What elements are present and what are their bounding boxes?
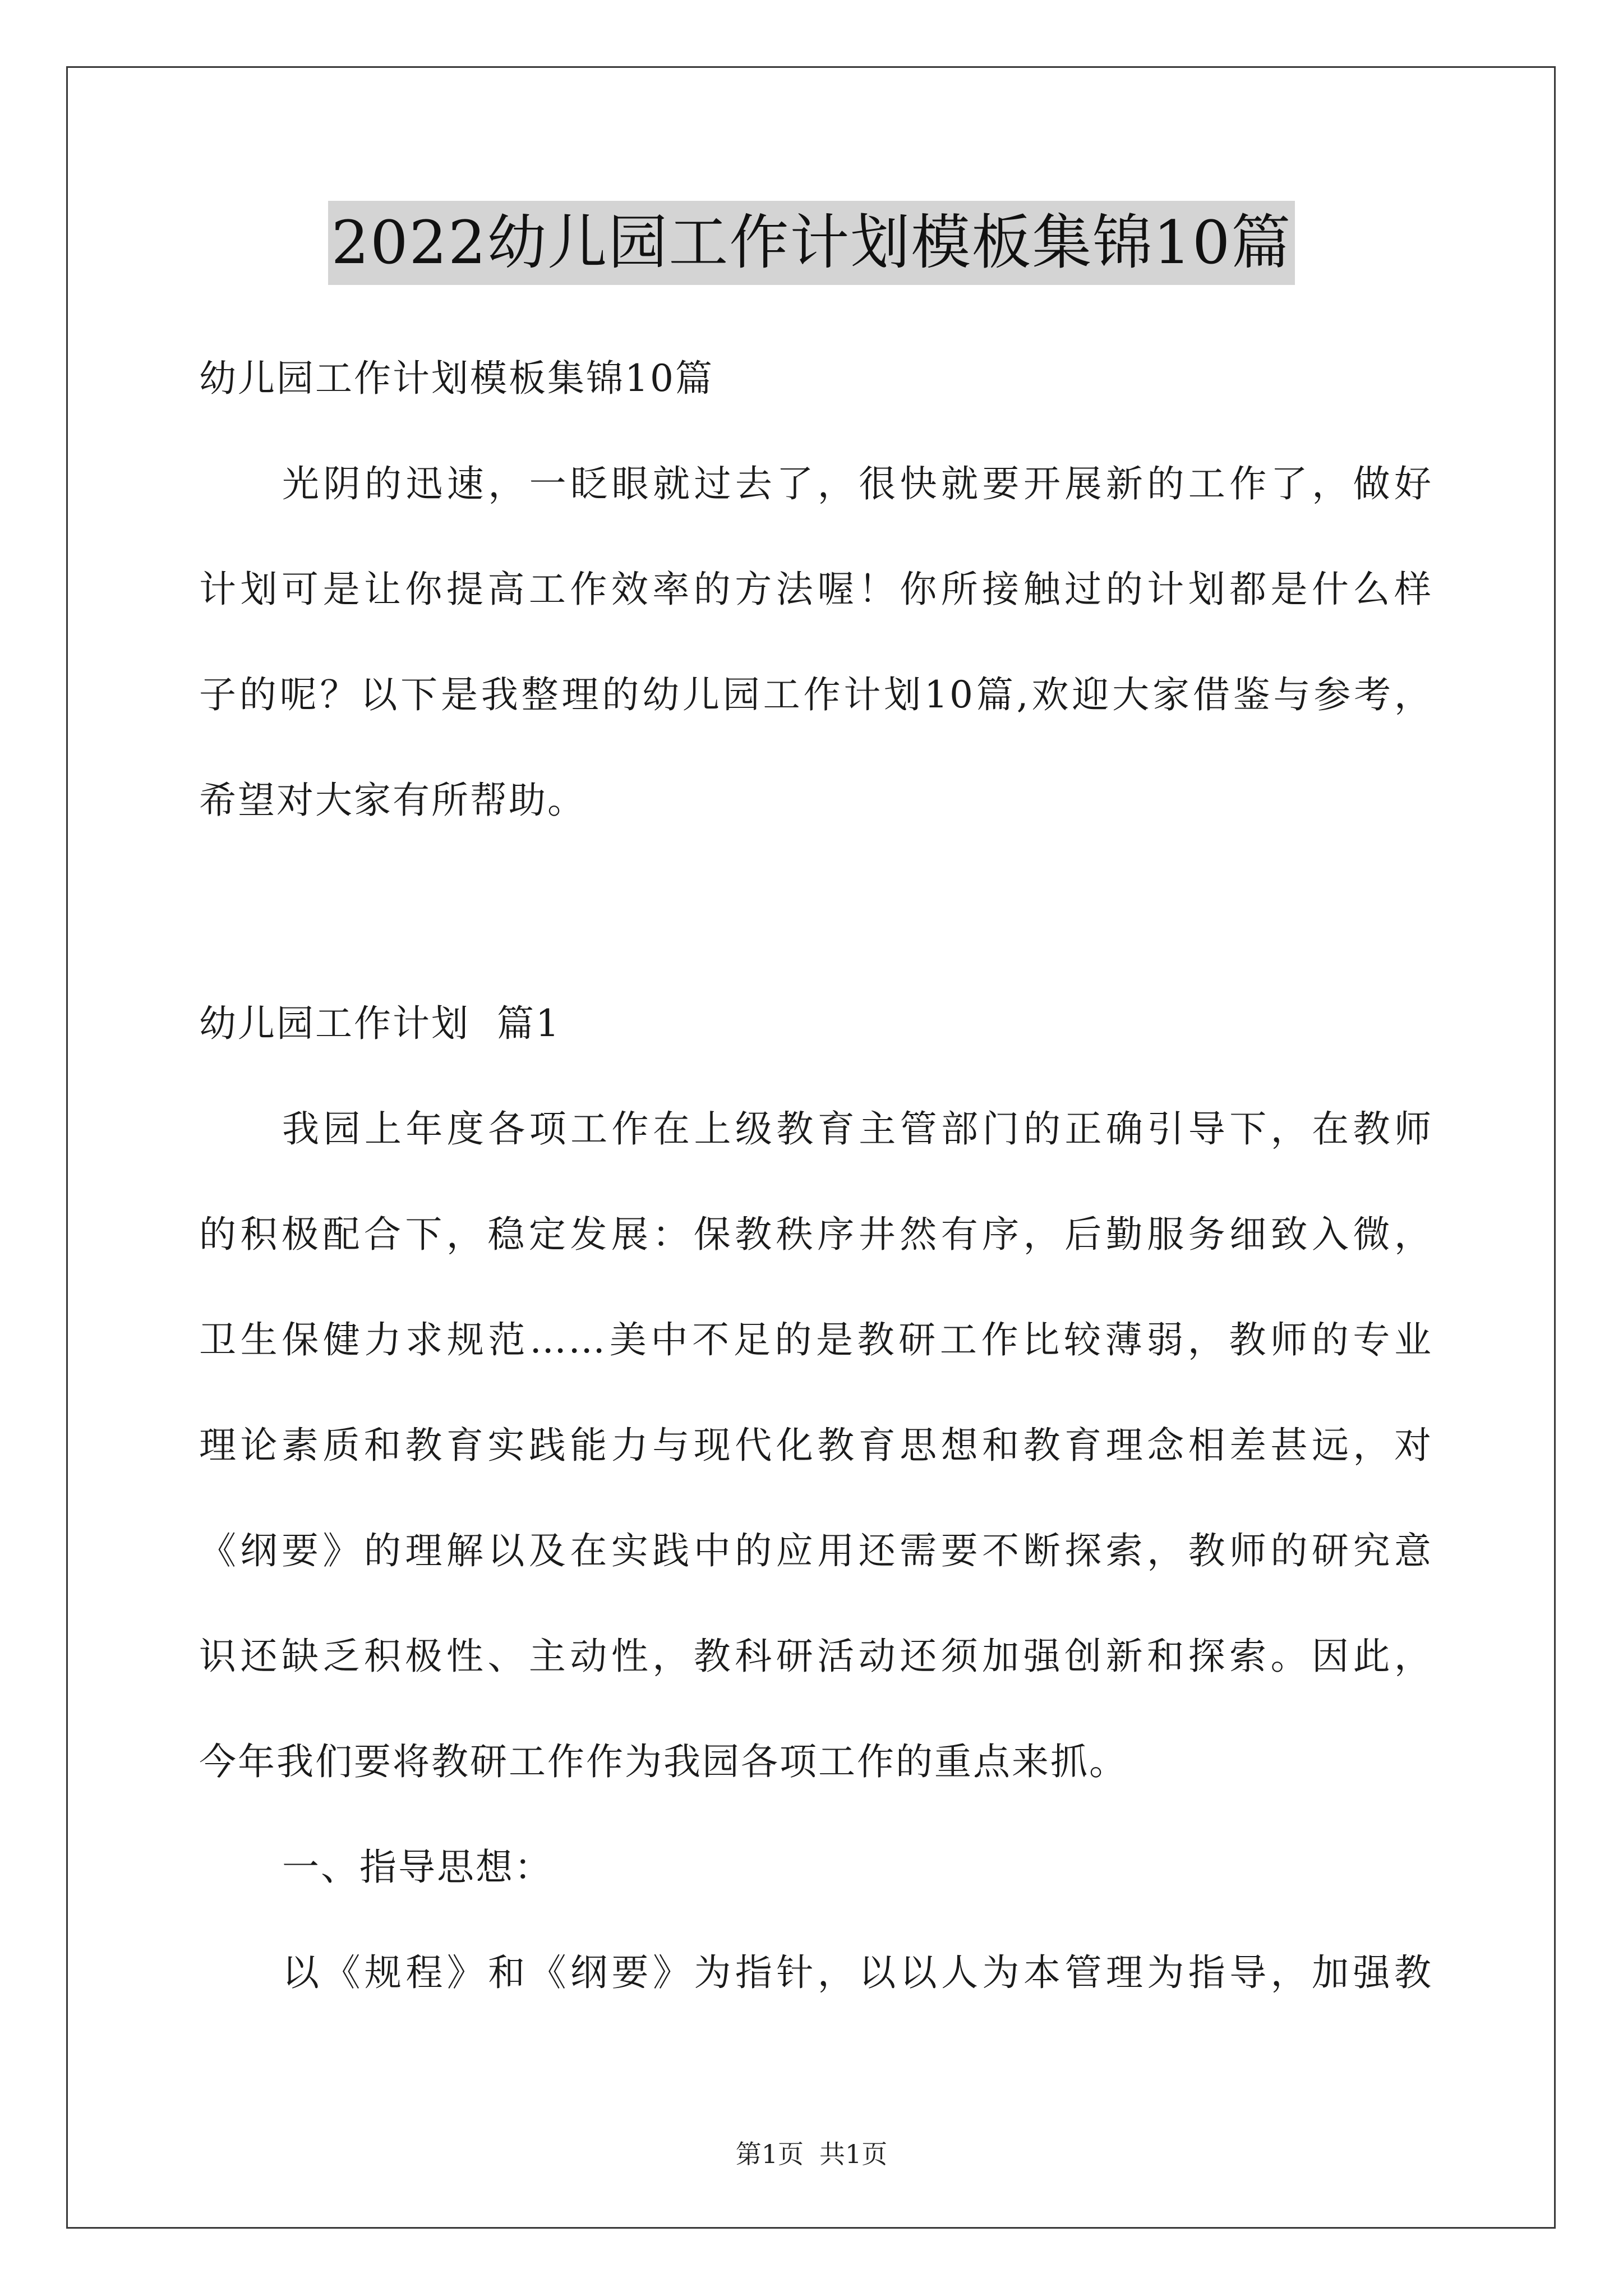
title-container [0,201,1623,285]
body-line-7: 今年我们要将教研工作作为我园各项工作的重点来抓。 [199,1740,1128,1783]
page-total: 共1页 [819,2139,888,2169]
intro-line-3: 子的呢？以下是我整理的幼儿园工作计划10篇,欢迎大家借鉴与参考， [199,673,1433,716]
intro-line-4: 希望对大家有所帮助。 [199,779,586,822]
body-line-5: 《纲要》的理解以及在实践中的应用还需要不断探索，教师的研究意 [199,1529,1433,1572]
intro-line-2: 计划可是让你提高工作效率的方法喔！你所接触过的计划都是什么样 [199,568,1433,611]
document-subtitle: 幼儿园工作计划模板集锦10篇 [199,357,714,400]
body-line-1: 我园上年度各项工作在上级教育主管部门的正确引导下，在教师 [282,1107,1433,1151]
guide-line: 以《规程》和《纲要》为指针，以以人为本管理为指导，加强教 [282,1951,1433,1994]
page-footer [0,2137,1623,2171]
intro-line-1: 光阴的迅速，一眨眼就过去了，很快就要开展新的工作了，做好 [282,462,1433,505]
body-line-4: 理论素质和教育实践能力与现代化教育思想和教育理念相差甚远，对 [199,1424,1433,1467]
subheading: 一、指导思想： [282,1846,553,1889]
document-title: 2022幼儿园工作计划模板集锦10篇 [328,201,1295,285]
page-number: 第1页 [735,2139,804,2169]
section-heading: 幼儿园工作计划 篇1 [199,1002,561,1045]
body-line-2: 的积极配合下，稳定发展：保教秩序井然有序，后勤服务细致入微， [199,1213,1433,1256]
body-line-6: 识还缺乏积极性、主动性，教科研活动还须加强创新和探索。因此， [199,1635,1433,1678]
body-line-3: 卫生保健力求规范……美中不足的是教研工作比较薄弱，教师的专业 [199,1318,1433,1361]
